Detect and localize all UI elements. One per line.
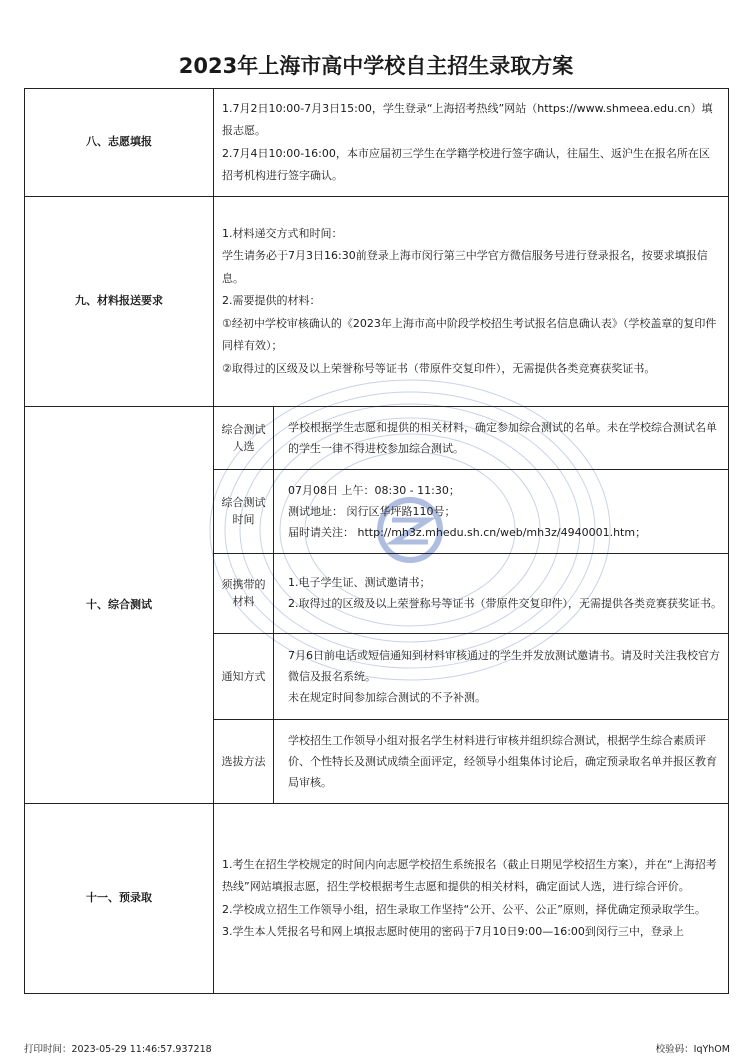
section-label: 十、综合测试	[25, 407, 214, 804]
subtable-label: 综合测试人选	[214, 407, 274, 469]
content-line: 07月08日 上午：08:30 - 11:30；	[288, 483, 460, 497]
section-label: 九、材料报送要求	[25, 197, 214, 407]
section-content	[214, 407, 729, 804]
subtable-row	[214, 719, 728, 803]
section-label: 八、志愿填报	[25, 89, 214, 197]
content-line: 学校招生工作领导小组对报名学生材料进行审核并组织综合测试，根据学生综合素质评价、个性特长及测试成绩全面评定，经领导小组集体讨论后，确定预录取名单并报区教育局审核。	[288, 733, 717, 789]
section-row	[25, 407, 729, 804]
content-line: 2.取得过的区级及以上荣誉称号等证书（带原件交复印件），无需提供各类竞赛获奖证书。	[288, 597, 722, 610]
content-line: 2.需要提供的材料：	[222, 294, 321, 308]
content-line: 未在规定时间参加综合测试的不予补测。	[288, 690, 486, 704]
content-line: 1.电子学生证、测试邀请书；	[288, 576, 431, 589]
content-line: 7月6日前电话或短信通知到材料审核通过的学生并发放测试邀请书。请及时关注我校官方微信及报名系统。	[288, 648, 720, 683]
content-line: 学生请务必于7月3日16:30前登录上海市闵行第三中学官方微信服务号进行登录报名，按要求填报信息。	[222, 249, 708, 285]
subtable-value	[274, 469, 729, 553]
test-subtable	[214, 407, 728, 803]
subtable-value	[274, 633, 729, 719]
section-content	[214, 804, 729, 994]
subtable-label: 综合测试时间	[214, 469, 274, 553]
content-line: ①经初中学校审核确认的《2023年上海市高中阶段学校招生考试报名信息确认表》（学校盖章的复印件同样有效）；	[222, 316, 717, 353]
section-label: 十一、预录取	[25, 804, 214, 994]
content-line: 3.学生本人凭报名号和网上填报志愿时使用的密码于7月10日9:00—16:00到闵行三中，登录上	[222, 925, 684, 938]
subtable-row	[214, 633, 728, 719]
section-row	[25, 804, 729, 994]
admission-table	[24, 88, 729, 994]
subtable-row	[214, 469, 728, 553]
subtable-row	[214, 407, 728, 469]
section-row	[25, 197, 729, 407]
subtable-value	[274, 553, 729, 633]
content-line: 1.材料递交方式和时间：	[222, 226, 343, 240]
section-row	[25, 89, 729, 197]
subtable-value	[274, 719, 729, 803]
content-line: 1.考生在招生学校规定的时间内向志愿学校招生系统报名（截止日期见学校招生方案），并在“上海招考热线”网站填报志愿，招生学校根据考生志愿和提供的相关材料，确定面试人选，进行综合评价。	[222, 857, 717, 893]
content-line: 测试地址： 闵行区华坪路110号；	[288, 504, 456, 518]
content-line: 1.7月2日10:00-7月3日15:00，学生登录“上海招考热线”网站（https://www.shmeea.edu.cn）填报志愿。	[222, 101, 713, 137]
content-line: 学校根据学生志愿和提供的相关材料，确定参加综合测试的名单。未在学校综合测试名单的学生一律不得进校参加综合测试。	[288, 420, 717, 455]
section-content	[214, 89, 729, 197]
subtable-value	[274, 407, 729, 469]
subtable-row	[214, 553, 728, 633]
print-time: 打印时间：2023-05-29 11:46:57.937218	[24, 1044, 212, 1055]
page-title: 2023年上海市高中学校自主招生录取方案	[178, 54, 574, 78]
subtable-label: 选拔方法	[214, 719, 274, 803]
subtable-label: 通知方式	[214, 633, 274, 719]
content-line: 2.7月4日10:00-16:00，本市应届初三学生在学籍学校进行签字确认，往届生、返沪生在报名所在区招考机构进行签字确认。	[222, 146, 710, 182]
subtable-label: 须携带的材料	[214, 553, 274, 633]
section-content	[214, 197, 729, 407]
content-line: 2.学校成立招生工作领导小组，招生录取工作坚持“公开、公平、公正”原则，择优确定预录取学生。	[222, 902, 706, 916]
content-line: 届时请关注： http://mh3z.mhedu.sh.cn/web/mh3z/4940001.htm；	[288, 525, 647, 539]
content-line: ②取得过的区级及以上荣誉称号等证书（带原件交复印件），无需提供各类竞赛获奖证书。	[222, 361, 656, 375]
check-code: 校验码：IqYhOM	[655, 1044, 730, 1055]
